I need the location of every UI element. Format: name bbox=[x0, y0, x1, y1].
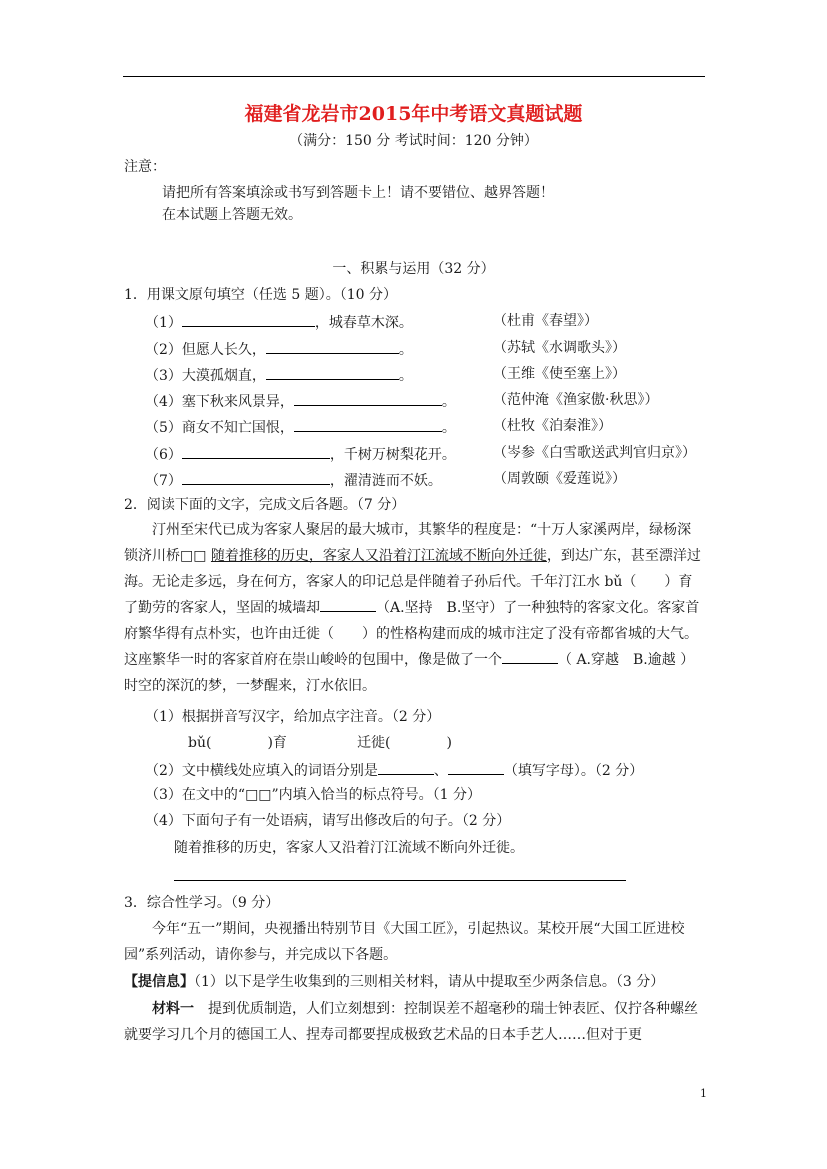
q2-sub-4: （4）下面句子有一处语病，请写出修改后的句子。（2 分） bbox=[145, 813, 511, 829]
q3-stem: 3．综合性学习。（9 分） bbox=[124, 895, 280, 911]
passage-text: （ A.穿越 B.逾越 ）时空的深沉的梦，一梦醒来，汀水依旧。 bbox=[124, 652, 695, 694]
q1-source-2: （苏轼《水调歌头》） bbox=[493, 340, 626, 356]
item-text: 大漠孤烟直， bbox=[181, 368, 266, 384]
passage-text: （A.坚持 B.坚守）了一种独特的客家文化。客家首府繁华得有点朴实，也许由迁徙（ ）的性格构建而成的城市注定了没有帝都省城的大气。这座繁华一时的客家首府在崇山峻岭的包围中，像是做了一个 bbox=[124, 600, 700, 668]
q1-source-6: （岑参《白雪歌送武判官归京》） bbox=[493, 445, 696, 461]
item-text: 商女不知亡国恨， bbox=[181, 420, 294, 436]
q1-item-2 bbox=[145, 338, 413, 360]
page-title: 福建省龙岩市2015年中考语文真题试题 bbox=[244, 103, 583, 125]
item-number: （3） bbox=[145, 368, 182, 384]
q1-source-3: （王维《使至塞上》） bbox=[493, 366, 626, 382]
answer-blank[interactable] bbox=[294, 390, 442, 406]
q2-sub-1: （1）根据拼音写汉字，给加点字注音。（2 分） bbox=[145, 709, 441, 725]
item-text: 。 bbox=[441, 420, 456, 436]
answer-blank[interactable] bbox=[266, 338, 399, 354]
underlined-sentence: 随着推移的历史，客家人又沿着汀江流域不断向外迁徙 bbox=[210, 548, 547, 564]
item-number: （4） bbox=[145, 394, 182, 410]
answer-blank[interactable] bbox=[294, 416, 442, 432]
q1-source-7: （周敦颐《爱莲说》） bbox=[493, 471, 626, 487]
answer-blank[interactable] bbox=[182, 443, 330, 459]
section-heading: 一、积累与运用（32 分） bbox=[332, 261, 495, 277]
q1-source-4: （范仲淹《渔家傲·秋思》） bbox=[493, 392, 659, 408]
answer-blank[interactable] bbox=[502, 648, 558, 664]
answer-blank[interactable] bbox=[266, 364, 399, 380]
info-text: （1）以下是学生收集到的三则相关材料，请从中提取至少两条信息。（3 分） bbox=[194, 974, 665, 990]
q2-sub-1-a: bǔ( )育 bbox=[188, 735, 287, 751]
exam-info: （满分：150 分 考试时间：120 分钟） bbox=[289, 133, 538, 149]
sub-text: （2）文中横线处应填入的词语分别是 bbox=[145, 763, 378, 779]
notice-line-1: 请把所有答案填涂或书写到答题卡上！请不要错位、越界答题！ bbox=[162, 185, 554, 201]
q1-item-1 bbox=[145, 311, 413, 333]
q1-item-6 bbox=[145, 443, 456, 465]
notice-label: 注意： bbox=[124, 159, 166, 175]
item-text: 但愿人长久， bbox=[181, 342, 266, 358]
item-text: ，城春草木深。 bbox=[314, 315, 413, 331]
q1-item-7 bbox=[145, 469, 442, 491]
q3-material-1 bbox=[124, 996, 704, 1048]
answer-blank[interactable] bbox=[448, 759, 504, 775]
q1-source-1: （杜甫《春望》） bbox=[493, 313, 598, 329]
answer-blank[interactable] bbox=[378, 759, 434, 775]
item-number: （1） bbox=[145, 315, 182, 331]
q1-source-5: （杜牧《泊秦淮》） bbox=[493, 418, 612, 434]
q2-passage bbox=[124, 517, 704, 699]
material-label: 材料一 bbox=[152, 1001, 194, 1017]
q1-stem: 1．用课文原句填空（任选 5 题）。（10 分） bbox=[124, 287, 397, 303]
q2-sub-3: （3）在文中的“□□”内填入恰当的标点符号。（1 分） bbox=[145, 787, 482, 803]
item-number: （7） bbox=[145, 473, 182, 489]
q2-sub-4-sentence: 随着推移的历史，客家人又沿着汀江流域不断向外迁徙。 bbox=[174, 840, 524, 856]
item-text: ，千树万树梨花开。 bbox=[329, 447, 456, 463]
notice-line-2: 在本试题上答题无效。 bbox=[162, 207, 302, 223]
q2-stem: 2．阅读下面的文字，完成文后各题。（7 分） bbox=[124, 497, 406, 513]
punctuation-boxes: □□ bbox=[180, 548, 207, 564]
q3-info bbox=[124, 972, 664, 992]
item-text: 塞下秋来风景异， bbox=[181, 394, 294, 410]
q3-intro: 今年“五一”期间，央视播出特别节目《大国工匠》，引起热议。某校开展“大国工匠进校园”系列活动，请你参与，并完成以下各题。 bbox=[124, 921, 685, 963]
q2-sub-1-b: 迁徙( ) bbox=[357, 735, 452, 751]
material-text: 提到优质制造，人们立刻想到：控制误差不超毫秒的瑞士钟表匠、仅拧各种螺丝就要学习几个月的德国工人、捏寿司都要捏成极致艺术品的日本手艺人……但对于更 bbox=[124, 1001, 698, 1043]
item-number: （5） bbox=[145, 420, 182, 436]
q2-sub-2 bbox=[145, 759, 643, 781]
passage-text: 汀州至宋代已成为客家人聚居的最大城市，其繁华的程度是：“十万人家溪两岸，绿杨深锁济川桥 bbox=[124, 522, 692, 564]
item-text: ，濯清涟而不妖。 bbox=[329, 473, 442, 489]
sub-text: （填写字母）。（2 分） bbox=[503, 763, 644, 779]
answer-blank[interactable] bbox=[320, 596, 376, 612]
item-text: 。 bbox=[441, 394, 456, 410]
info-label: 【提信息】 bbox=[124, 974, 194, 990]
answer-blank[interactable] bbox=[182, 311, 315, 327]
q1-item-3 bbox=[145, 364, 413, 386]
q1-item-5 bbox=[145, 416, 456, 438]
q1-item-4 bbox=[145, 390, 456, 412]
answer-line[interactable] bbox=[174, 880, 626, 881]
item-text: 。 bbox=[398, 342, 413, 358]
answer-blank[interactable] bbox=[182, 469, 330, 485]
top-rule bbox=[123, 76, 705, 77]
page-number: 1 bbox=[700, 1087, 707, 1100]
item-number: （6） bbox=[145, 447, 182, 463]
item-number: （2） bbox=[145, 342, 182, 358]
item-text: 。 bbox=[398, 368, 413, 384]
passage-text: ，到达广东，甚至漂洋过海。无论走多远，身在何方，客家人的印记总是伴随着子孙后代。千年汀江水 bǔ（ ）育了勤劳的客家人，坚固的城墙却 bbox=[124, 548, 701, 616]
sub-text: 、 bbox=[433, 763, 448, 779]
